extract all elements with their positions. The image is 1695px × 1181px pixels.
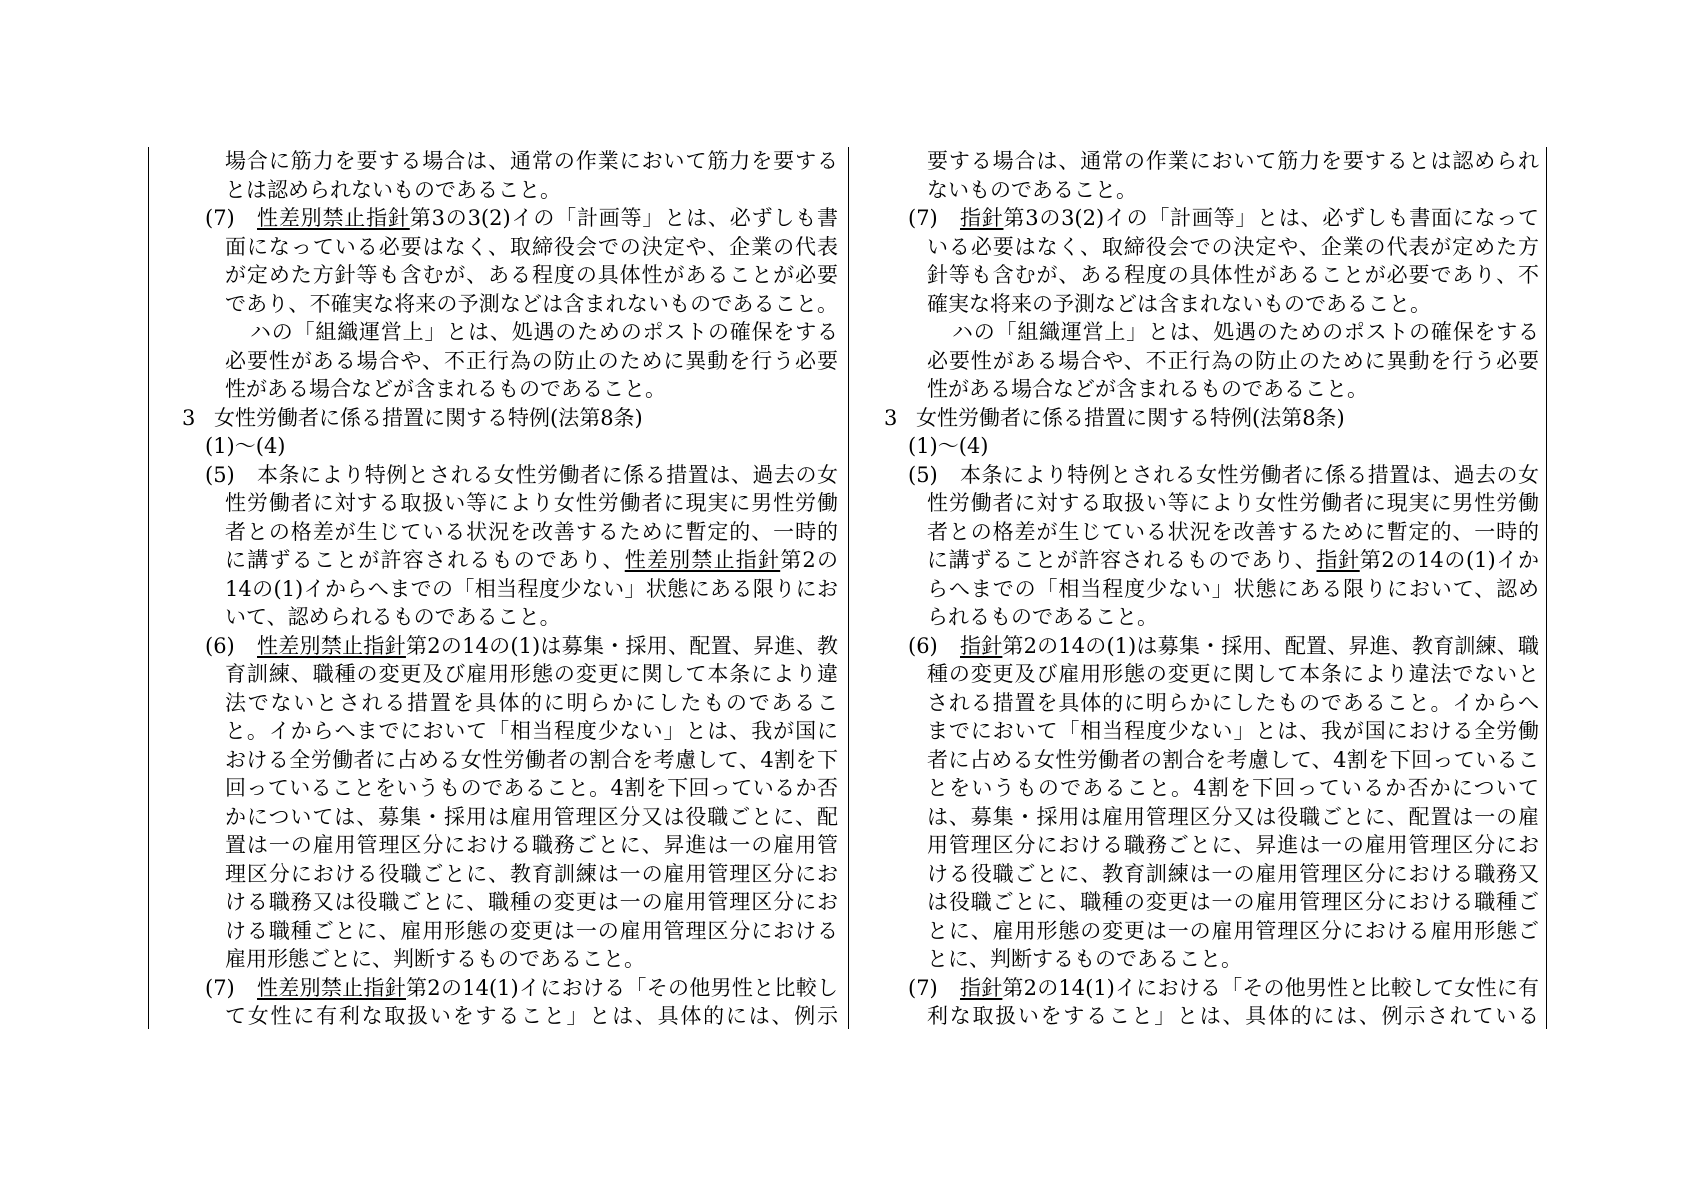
section-number: 3 [182,405,196,430]
text-line [927,860,1539,888]
item-label: (6) [205,633,235,658]
text-segment: までにおいて「相当程度少ない」とは、我が国における全労働 [927,719,1539,743]
text-line [225,546,838,574]
text-segment: 第2の14の(1)は募集・採用、配置、昇進、教育訓練、職 [1002,633,1539,658]
text-line [927,347,1539,375]
text-segment: られるものであること。 [927,605,1158,629]
underlined-term: 性差別禁止指針 [624,548,781,572]
item-label: (6) [908,633,938,658]
text-segment: 者との格差が生じている状況を改善するために暫定的、一時的 [225,519,838,544]
text-segment: 者との格差が生じている状況を改善するために暫定的、一時的 [927,519,1539,544]
text-line [225,945,838,973]
text-line [225,176,838,204]
text-line [225,147,838,175]
text-line [927,689,1539,717]
text-segment: 本条により特例とされる女性労働者に係る措置は、過去の女 [960,462,1539,487]
text-segment: が定めた方針等も含むが、ある程度の具体性があることが必要 [225,263,838,287]
text-segment: 必要性がある場合や、不正行為の防止のために異動を行う必要 [225,348,838,373]
text-segment: 第2の [780,548,838,572]
text-line [927,803,1539,831]
text-line [927,1002,1539,1030]
text-segment: 用管理区分における職務ごとに、昇進は一の雇用管理区分にお [927,833,1539,857]
text-line [225,233,838,261]
text-line [257,204,838,232]
text-segment: に講ずることが許容されるものであり、 [927,548,1317,572]
text-segment: 性労働者に対する取扱い等により女性労働者に現実に男性労働 [225,491,838,515]
text-segment: いて、認められるものであること。 [225,605,561,629]
text-segment: 第2の14の(1)イか [1359,548,1539,572]
text-segment: とに、判断するものであること。 [927,947,1242,971]
text-line [257,461,838,489]
text-line [927,917,1539,945]
text-segment: 雇用形態ごとに、判断するものであること。 [225,947,645,971]
text-segment: 回っていることをいうものであること。4割を下回っているか否 [225,776,838,800]
underlined-term: 性差別禁止指針 [257,206,410,230]
text-segment: に講ずることが許容されるものであり、 [225,548,625,572]
text-line [927,147,1539,175]
text-line [257,632,838,660]
text-segment: 法でないとされる措置を具体的に明らかにしたものであるこ [225,690,838,715]
text-line [927,603,1539,631]
text-line [960,632,1539,660]
underlined-term: 性差別禁止指針 [257,633,406,658]
text-segment: 第2の14(1)イにおける「その他男性と比較し [406,975,838,1000]
text-line [225,803,838,831]
text-segment: される措置を具体的に明らかにしたものであること。イからへ [927,690,1539,715]
item-label: (7) [205,975,235,1000]
text-line [225,746,838,774]
text-segment: 性がある場合などが含まれるものであること。 [927,377,1368,401]
text-segment: と。イからへまでにおいて「相当程度少ない」とは、我が国に [225,719,838,743]
text-line [225,860,838,888]
text-segment: らへまでの「相当程度少ない」状態にある限りにおいて、認め [927,576,1539,601]
text-line [927,489,1539,517]
text-segment: 者に占める女性労働者の割合を考慮して、4割を下回っているこ [927,747,1539,772]
text-line [927,660,1539,688]
item-label: (5) [908,462,938,487]
underlined-term: 指針 [960,633,1003,658]
text-line [225,917,838,945]
text-line [927,290,1539,318]
text-segment: ハの「組織運営上」とは、処遇のためのポストの確保をする [250,320,838,344]
text-segment: 第3の3(2)イの「計画等」とは、必ずしも書 [409,206,838,230]
column-divider [848,147,849,1029]
section-heading [916,404,1539,432]
text-segment: 必要性がある場合や、不正行為の防止のために異動を行う必要 [927,348,1539,373]
underlined-term: 指針 [960,975,1003,1000]
text-line [225,717,838,745]
text-line [927,774,1539,802]
text-segment: かについては、募集・採用は雇用管理区分又は役職ごとに、配 [225,804,838,829]
text-segment: 第2の14の(1)は募集・採用、配置、昇進、教 [405,633,838,658]
text-line [225,888,838,916]
text-segment: とをいうものであること。4割を下回っているか否かについて [927,776,1539,800]
column-border-left [148,147,149,1029]
text-segment: 女性労働者に係る措置に関する特例(法第8条) [214,405,643,430]
item-label: (7) [908,206,938,230]
text-segment: 確実な将来の予測などは含まれないものであること。 [927,291,1431,316]
text-segment: 本条により特例とされる女性労働者に係る措置は、過去の女 [257,462,838,487]
text-line [960,204,1539,232]
text-segment: とに、雇用形態の変更は一の雇用管理区分における雇用形態ご [927,918,1539,943]
text-line [225,375,838,403]
text-line [225,831,838,859]
text-segment: ける職務又は役職ごとに、職種の変更は一の雇用管理区分にお [225,890,838,914]
text-segment: ける役職ごとに、教育訓練は一の雇用管理区分における職務又 [927,861,1539,886]
item-label: (7) [908,975,938,1000]
text-segment: 面になっている必要はなく、取締役会での決定や、企業の代表 [225,234,838,259]
text-line [927,176,1539,204]
text-segment: とは認められないものであること。 [225,177,561,202]
text-line [257,974,838,1002]
text-line [225,689,838,717]
text-line [250,318,838,346]
text-segment: 性労働者に対する取扱い等により女性労働者に現実に男性労働 [927,491,1539,515]
text-segment: 14の(1)イからへまでの「相当程度少ない」状態にある限りにお [225,576,838,601]
text-segment: 育訓練、職種の変更及び雇用形態の変更に関して本条により違 [225,662,838,686]
item-label: (7) [205,206,235,230]
text-line [927,518,1539,546]
text-segment: ハの「組織運営上」とは、処遇のためのポストの確保をする [952,320,1539,344]
text-line [960,461,1539,489]
text-segment: 要する場合は、通常の作業において筋力を要するとは認められ [927,149,1539,173]
text-segment: 種の変更及び雇用形態の変更に関して本条により違法でないと [927,662,1539,686]
text-line [927,746,1539,774]
text-segment: 場合に筋力を要する場合は、通常の作業において筋力を要する [225,149,838,173]
text-segment: おける全労働者に占める女性労働者の割合を考慮して、4割を下 [225,747,838,772]
text-segment: 利な取扱いをすること」とは、具体的には、例示されている [927,1004,1539,1028]
text-line [927,888,1539,916]
text-line [225,774,838,802]
text-line [225,290,838,318]
column-border-right [1546,147,1547,1029]
text-segment: 性がある場合などが含まれるものであること。 [225,377,666,401]
text-segment: 針等も含むが、ある程度の具体性があることが必要であり、不 [927,263,1539,287]
text-segment: 女性労働者に係る措置に関する特例(法第8条) [916,405,1345,430]
text-segment: ける職種ごとに、雇用形態の変更は一の雇用管理区分における [225,918,838,943]
text-segment: は、募集・採用は雇用管理区分又は役職ごとに、配置は一の雇 [927,804,1539,829]
text-line [927,575,1539,603]
text-segment: 第2の14(1)イにおける「その他男性と比較して女性に有 [1002,975,1539,1000]
text-line [960,974,1539,1002]
text-line [225,1002,838,1030]
text-line [225,575,838,603]
text-line [225,347,838,375]
text-segment: て女性に有利な取扱いをすること」とは、具体的には、例示 [225,1004,838,1028]
item-label: (5) [205,462,235,487]
text-line [225,660,838,688]
text-line [225,603,838,631]
underlined-term: 性差別禁止指針 [257,975,407,1000]
text-segment: 置は一の雇用管理区分における職務ごとに、昇進は一の雇用管 [225,833,838,857]
text-segment: であり、不確実な将来の予測などは含まれないものであること。 [225,291,838,316]
text-line [927,261,1539,289]
section-number: 3 [884,405,898,430]
text-segment: 理区分における役職ごとに、教育訓練は一の雇用管理区分にお [225,861,838,886]
underlined-term: 指針 [960,206,1004,230]
text-line [927,717,1539,745]
text-line [927,233,1539,261]
text-line [225,518,838,546]
text-line [927,945,1539,973]
section-heading [214,404,838,432]
text-segment: 第3の3(2)イの「計画等」とは、必ずしも書面になって [1003,206,1539,230]
text-line [225,261,838,289]
underlined-term: 指針 [1316,548,1360,572]
text-line [225,489,838,517]
text-line [927,831,1539,859]
text-segment: は役職ごとに、職種の変更は一の雇用管理区分における職種ご [927,890,1539,914]
text-segment: ないものであること。 [927,177,1137,202]
item-label: (1)～(4) [908,434,989,458]
item-label: (1)～(4) [205,434,286,458]
text-line [952,318,1539,346]
text-segment: いる必要はなく、取締役会での決定や、企業の代表が定めた方 [927,234,1539,259]
text-line [927,546,1539,574]
text-line [927,375,1539,403]
